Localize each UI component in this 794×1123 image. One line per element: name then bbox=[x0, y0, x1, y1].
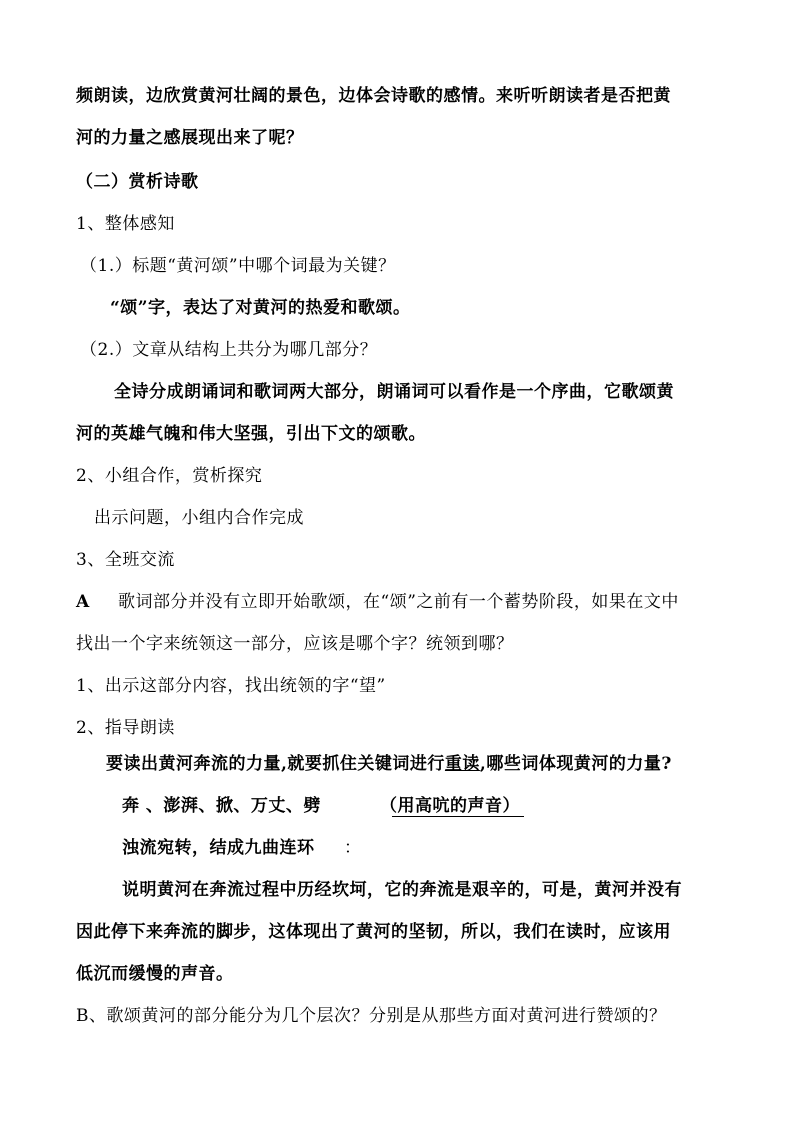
list-item: 1、出示这部分内容，找出统领的字“望” bbox=[76, 676, 386, 696]
text-segment: 要读出黄河奔流的力量,就要抓住关键词进行 bbox=[106, 754, 445, 774]
subheading: 1、整体感知 bbox=[76, 214, 175, 234]
colon-mark: ： bbox=[344, 838, 362, 858]
question-line: （2.）文章从结构上共分为哪几部分？ bbox=[80, 340, 378, 360]
question-line: B、歌颂黄河的部分能分为几个层次？分别是从那些方面对黄河进行赞颂的？ bbox=[76, 1006, 667, 1026]
paragraph-line: 出示问题，小组内合作完成 bbox=[94, 508, 304, 528]
paragraph-line: 因此停下来奔流的脚步，这体现出了黄河的坚韧，所以，我们在读时，应该用 bbox=[76, 922, 671, 942]
paragraph-line: 说明黄河在奔流过程中历经坎坷，它的奔流是艰辛的，可是，黄河并没有 bbox=[122, 880, 682, 900]
answer-line: 河的英雄气魄和伟大坚强，引出下文的颂歌。 bbox=[76, 424, 426, 444]
paragraph-line: 频朗读，边欣赏黄河壮阔的景色，边体会诗歌的感情。来听听朗读者是否把黄 bbox=[76, 86, 671, 106]
item-marker: A bbox=[76, 592, 90, 612]
section-heading: （二）赏析诗歌 bbox=[76, 172, 199, 192]
paragraph-line bbox=[106, 752, 672, 776]
text-segment: ,哪些词体现黄河的力量? bbox=[479, 754, 672, 774]
list-item: 2、指导朗读 bbox=[76, 718, 175, 738]
subheading: 2、小组合作，赏析探究 bbox=[76, 466, 263, 486]
answer-line: 全诗分成朗诵词和歌词两大部分，朗诵词可以看作是一个序曲，它歌颂黄 bbox=[114, 382, 674, 402]
subheading: 3、全班交流 bbox=[76, 550, 175, 570]
underlined-term: 重读 bbox=[444, 754, 480, 774]
keyword-line: 奔 、澎湃、掀、万丈、劈 bbox=[122, 796, 321, 816]
quote-line: 浊流宛转，结成九曲连环 bbox=[122, 838, 315, 858]
underline-rule bbox=[392, 816, 524, 817]
paragraph-line: 歌词部分并没有立即开始歌颂，在“颂”之前有一个蓄势阶段，如果在文中 bbox=[118, 592, 679, 612]
paragraph-line: 找出一个字来统领这一部分，应该是哪个字？统领到哪？ bbox=[76, 634, 514, 654]
answer-line: “颂”字，表达了对黄河的热爱和歌颂。 bbox=[110, 298, 411, 318]
reading-note: （用高吭的声音） bbox=[380, 796, 520, 816]
question-line: （1.）标题“黄河颂”中哪个词最为关键？ bbox=[80, 256, 396, 276]
paragraph-line: 低沉而缓慢的声音。 bbox=[76, 964, 234, 984]
paragraph-line: 河的力量之感展现出来了呢？ bbox=[76, 128, 304, 148]
